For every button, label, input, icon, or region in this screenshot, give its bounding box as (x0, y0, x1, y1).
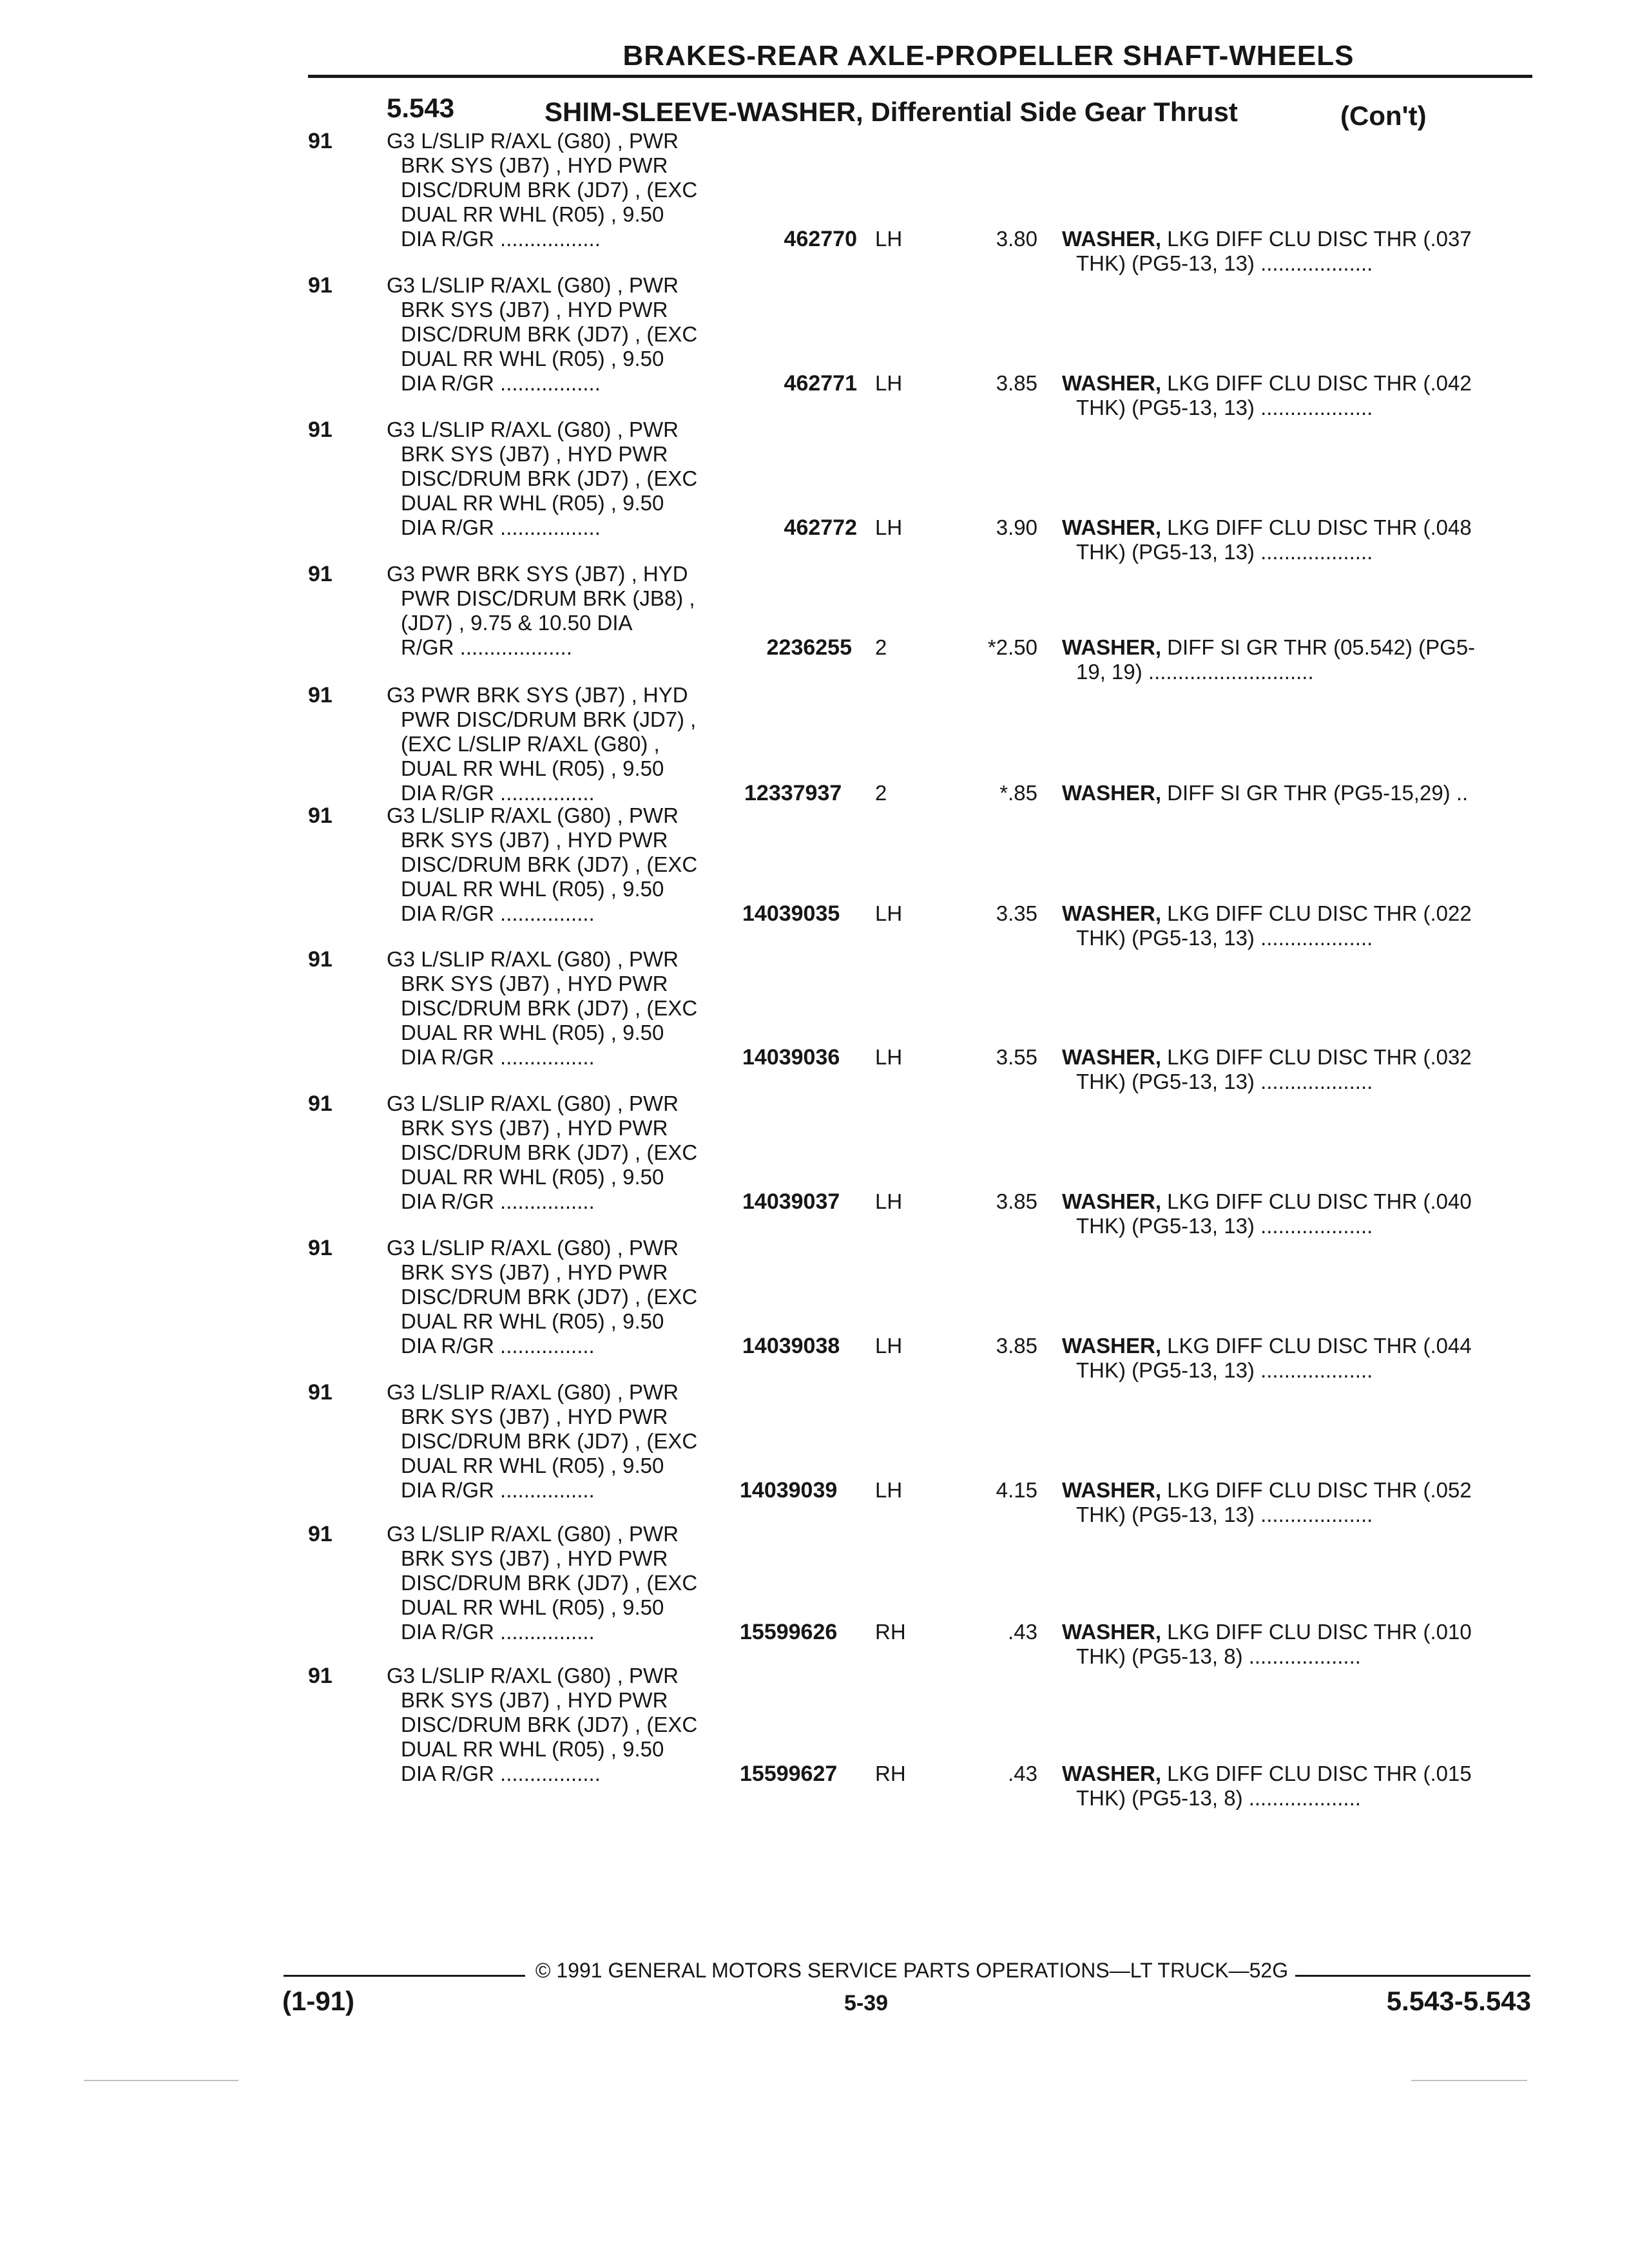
model-year: 91 (308, 562, 333, 586)
fitment-line: DUAL RR WHL (R05) , 9.50 (401, 1165, 664, 1189)
fitment-line: DIA R/GR ................ (401, 1189, 595, 1213)
section-title: SHIM-SLEEVE-WASHER, Differential Side Gear Thrust (545, 97, 1238, 127)
model-year: 91 (308, 273, 333, 298)
fitment-line: G3 L/SLIP R/AXL (G80) , PWR (387, 1091, 679, 1115)
fitment-line: PWR DISC/DRUM BRK (JB8) , (401, 586, 695, 610)
part-desc-line-1: LKG DIFF CLU DISC THR (.044 (1161, 1334, 1472, 1358)
fitment-line: DISC/DRUM BRK (JD7) , (EXC (401, 178, 698, 202)
part-desc-line-1: LKG DIFF CLU DISC THR (.052 (1161, 1478, 1472, 1502)
part-description (1062, 1478, 1526, 1527)
model-year: 91 (308, 1380, 333, 1405)
part-name: WASHER, (1062, 227, 1162, 251)
fitment-line: DIA R/GR ................ (401, 1334, 595, 1358)
price: .43 (1008, 1620, 1037, 1644)
model-year: 91 (308, 1522, 333, 1546)
fitment-line: DISC/DRUM BRK (JD7) , (EXC (401, 1285, 698, 1309)
fitment-line: G3 PWR BRK SYS (JB7) , HYD (387, 562, 688, 586)
fitment-line: BRK SYS (JB7) , HYD PWR (401, 298, 668, 322)
part-desc-line-2: THK) (PG5-13, 13) ................... (1076, 1503, 1373, 1526)
part-number: 14039035 (742, 901, 840, 926)
part-name: WASHER, (1062, 901, 1162, 925)
price: *2.50 (987, 635, 1037, 659)
fitment-line: DIA R/GR ................. (401, 227, 601, 251)
fitment-line: DUAL RR WHL (R05) , 9.50 (401, 877, 664, 901)
header-rule (308, 75, 1532, 78)
part-desc-line-2: THK) (PG5-13, 13) ................... (1076, 1070, 1373, 1093)
fitment-line: DUAL RR WHL (R05) , 9.50 (401, 1021, 664, 1044)
part-desc-line-1: LKG DIFF CLU DISC THR (.010 (1161, 1620, 1472, 1644)
fitment-line: G3 PWR BRK SYS (JB7) , HYD (387, 683, 688, 707)
model-year: 91 (308, 418, 333, 442)
fitment-line: DIA R/GR ................ (401, 1045, 595, 1069)
part-number: 462772 (784, 515, 857, 540)
fitment-line: BRK SYS (JB7) , HYD PWR (401, 153, 668, 177)
fitment-line: DUAL RR WHL (R05) , 9.50 (401, 202, 664, 226)
fitment-line: DISC/DRUM BRK (JD7) , (EXC (401, 1713, 698, 1736)
side-quantity: LH (875, 1189, 903, 1213)
footer-copyright: © 1991 GENERAL MOTORS SERVICE PARTS OPERATIONS—LT TRUCK—52G (535, 1959, 1289, 1982)
part-number: 14039039 (740, 1478, 838, 1503)
part-desc-line-2: THK) (PG5-13, 8) ................... (1076, 1644, 1361, 1668)
table-row (0, 562, 1629, 704)
fitment-line: G3 L/SLIP R/AXL (G80) , PWR (387, 418, 679, 441)
part-desc-line-1: LKG DIFF CLU DISC THR (.015 (1161, 1762, 1472, 1785)
fitment-description (387, 1380, 747, 1503)
model-year: 91 (308, 1091, 333, 1116)
part-description (1062, 1762, 1526, 1811)
model-year: 91 (308, 129, 333, 153)
price: 3.85 (996, 1334, 1037, 1358)
fitment-line: DIA R/GR ................ (401, 781, 595, 805)
part-description (1062, 515, 1526, 564)
fitment-line: G3 L/SLIP R/AXL (G80) , PWR (387, 803, 679, 827)
part-number: 15599626 (740, 1620, 838, 1644)
part-desc-line-2: THK) (PG5-13, 13) ................... (1076, 926, 1373, 950)
model-year: 91 (308, 683, 333, 707)
table-row (0, 1664, 1629, 1810)
fitment-line: DUAL RR WHL (R05) , 9.50 (401, 1454, 664, 1477)
part-name: WASHER, (1062, 1334, 1162, 1358)
part-name: WASHER, (1062, 1620, 1162, 1644)
fitment-description (387, 418, 747, 540)
fitment-line: BRK SYS (JB7) , HYD PWR (401, 1405, 668, 1428)
price: 3.85 (996, 1189, 1037, 1213)
part-desc-line-1: LKG DIFF CLU DISC THR (.037 (1161, 227, 1472, 251)
part-name: WASHER, (1062, 1045, 1162, 1069)
fitment-line: DISC/DRUM BRK (JD7) , (EXC (401, 322, 698, 346)
fitment-line: DIA R/GR ................ (401, 901, 595, 925)
fitment-line: DIA R/GR ................. (401, 371, 601, 395)
model-year: 91 (308, 1236, 333, 1260)
part-number: 14039038 (742, 1334, 840, 1358)
part-description (1062, 1620, 1526, 1669)
price: 3.55 (996, 1045, 1037, 1069)
side-quantity: RH (875, 1620, 906, 1644)
part-number: 462771 (784, 371, 857, 396)
table-row (0, 273, 1629, 419)
fitment-line: DIA R/GR ................ (401, 1620, 595, 1644)
footer-section-range: 5.543-5.543 (1386, 1986, 1531, 2016)
fitment-description (387, 1664, 747, 1786)
part-description (1062, 1334, 1526, 1383)
side-quantity: 2 (875, 781, 887, 805)
fitment-description (387, 1236, 747, 1358)
fitment-line: BRK SYS (JB7) , HYD PWR (401, 1116, 668, 1140)
side-quantity: LH (875, 371, 903, 395)
footer-page-number: 5-39 (843, 1991, 889, 2015)
fitment-line: DISC/DRUM BRK (JD7) , (EXC (401, 1140, 698, 1164)
model-year: 91 (308, 803, 333, 828)
part-description (1062, 901, 1526, 950)
part-name: WASHER, (1062, 1478, 1162, 1502)
price: 4.15 (996, 1478, 1037, 1502)
fitment-description (387, 562, 747, 660)
side-quantity: RH (875, 1762, 906, 1785)
fitment-line: PWR DISC/DRUM BRK (JD7) , (401, 707, 697, 731)
fitment-line: G3 L/SLIP R/AXL (G80) , PWR (387, 947, 679, 971)
part-name: WASHER, (1062, 781, 1162, 805)
price: 3.80 (996, 227, 1037, 251)
part-description (1062, 371, 1526, 420)
fitment-line: DISC/DRUM BRK (JD7) , (EXC (401, 852, 698, 876)
fitment-description (387, 1091, 747, 1214)
side-quantity: LH (875, 901, 903, 925)
part-description (1062, 227, 1526, 276)
scan-speck (1411, 2080, 1527, 2081)
fitment-line: BRK SYS (JB7) , HYD PWR (401, 1546, 668, 1570)
fitment-line: DUAL RR WHL (R05) , 9.50 (401, 1595, 664, 1619)
part-description (1062, 1189, 1526, 1238)
part-number: 12337937 (744, 781, 842, 805)
part-desc-line-2: THK) (PG5-13, 13) ................... (1076, 251, 1373, 275)
side-quantity: LH (875, 515, 903, 539)
fitment-line: G3 L/SLIP R/AXL (G80) , PWR (387, 1380, 679, 1404)
header-title: BRAKES-REAR AXLE-PROPELLER SHAFT-WHEELS (622, 40, 1354, 72)
table-row (0, 129, 1629, 275)
price: 3.85 (996, 371, 1037, 395)
fitment-line: BRK SYS (JB7) , HYD PWR (401, 972, 668, 995)
fitment-line: DUAL RR WHL (R05) , 9.50 (401, 1737, 664, 1761)
fitment-line: DISC/DRUM BRK (JD7) , (EXC (401, 466, 698, 490)
part-desc-line-1: DIFF SI GR THR (05.542) (PG5- (1161, 635, 1476, 659)
price: 3.35 (996, 901, 1037, 925)
part-name: WASHER, (1062, 635, 1162, 659)
footer-date-code: (1-91) (282, 1986, 355, 2016)
fitment-line: DISC/DRUM BRK (JD7) , (EXC (401, 996, 698, 1020)
price: .43 (1008, 1762, 1037, 1785)
part-desc-line-1: LKG DIFF CLU DISC THR (.022 (1161, 901, 1472, 925)
part-number: 15599627 (740, 1762, 838, 1786)
table-row (0, 1091, 1629, 1238)
fitment-description (387, 1522, 747, 1644)
part-name: WASHER, (1062, 1189, 1162, 1213)
price: 3.90 (996, 515, 1037, 539)
part-desc-line-2: THK) (PG5-13, 13) ................... (1076, 1358, 1373, 1382)
scan-speck (84, 2080, 238, 2081)
footer-rule-right (1295, 1975, 1530, 1977)
part-name: WASHER, (1062, 515, 1162, 539)
fitment-line: G3 L/SLIP R/AXL (G80) , PWR (387, 129, 679, 153)
fitment-line: DUAL RR WHL (R05) , 9.50 (401, 491, 664, 515)
fitment-line: BRK SYS (JB7) , HYD PWR (401, 1688, 668, 1712)
fitment-line: DUAL RR WHL (R05) , 9.50 (401, 347, 664, 370)
fitment-line: G3 L/SLIP R/AXL (G80) , PWR (387, 1236, 679, 1260)
fitment-line: (JD7) , 9.75 & 10.50 DIA (401, 611, 633, 635)
table-row (0, 1236, 1629, 1382)
footer-rule-left (284, 1975, 525, 1977)
fitment-description (387, 947, 747, 1070)
model-year: 91 (308, 1664, 333, 1688)
part-number: 2236255 (766, 635, 852, 660)
table-row (0, 803, 1629, 950)
table-row (0, 418, 1629, 564)
part-description (1062, 1045, 1526, 1094)
fitment-line: DUAL RR WHL (R05) , 9.50 (401, 756, 664, 780)
fitment-line: BRK SYS (JB7) , HYD PWR (401, 1260, 668, 1284)
fitment-line: DIA R/GR ................. (401, 515, 601, 539)
section-continued: (Con't) (1340, 101, 1427, 131)
part-desc-line-2: 19, 19) ............................ (1076, 660, 1314, 684)
fitment-description (387, 129, 747, 251)
part-name: WASHER, (1062, 1762, 1162, 1785)
part-desc-line-1: LKG DIFF CLU DISC THR (.042 (1161, 371, 1472, 395)
part-desc-line-1: DIFF SI GR THR (PG5-15,29) .. (1161, 781, 1469, 805)
side-quantity: LH (875, 227, 903, 251)
side-quantity: LH (875, 1045, 903, 1069)
side-quantity: LH (875, 1334, 903, 1358)
part-desc-line-2: THK) (PG5-13, 8) ................... (1076, 1786, 1361, 1810)
fitment-line: G3 L/SLIP R/AXL (G80) , PWR (387, 273, 679, 297)
fitment-description (387, 803, 747, 926)
fitment-line: DISC/DRUM BRK (JD7) , (EXC (401, 1571, 698, 1595)
fitment-line: DUAL RR WHL (R05) , 9.50 (401, 1309, 664, 1333)
table-row (0, 1522, 1629, 1668)
part-name: WASHER, (1062, 371, 1162, 395)
part-desc-line-2: THK) (PG5-13, 13) ................... (1076, 396, 1373, 419)
part-description (1062, 781, 1526, 805)
part-desc-line-1: LKG DIFF CLU DISC THR (.048 (1161, 515, 1472, 539)
part-description (1062, 635, 1526, 684)
part-desc-line-2: THK) (PG5-13, 13) ................... (1076, 1214, 1373, 1238)
table-row (0, 947, 1629, 1093)
side-quantity: LH (875, 1478, 903, 1502)
fitment-line: BRK SYS (JB7) , HYD PWR (401, 828, 668, 852)
part-desc-line-1: LKG DIFF CLU DISC THR (.032 (1161, 1045, 1472, 1069)
part-number: 14039036 (742, 1045, 840, 1070)
fitment-line: DIA R/GR ................. (401, 1762, 601, 1785)
table-row (0, 1380, 1629, 1526)
side-quantity: 2 (875, 635, 887, 659)
fitment-description (387, 273, 747, 396)
fitment-description (387, 683, 747, 805)
part-desc-line-1: LKG DIFF CLU DISC THR (.040 (1161, 1189, 1472, 1213)
fitment-line: R/GR ................... (401, 635, 572, 659)
part-desc-line-2: THK) (PG5-13, 13) ................... (1076, 540, 1373, 564)
section-number: 5.543 (387, 93, 455, 123)
fitment-line: DISC/DRUM BRK (JD7) , (EXC (401, 1429, 698, 1453)
fitment-line: G3 L/SLIP R/AXL (G80) , PWR (387, 1664, 679, 1687)
fitment-line: (EXC L/SLIP R/AXL (G80) , (401, 732, 660, 756)
fitment-line: BRK SYS (JB7) , HYD PWR (401, 442, 668, 466)
part-number: 14039037 (742, 1189, 840, 1214)
model-year: 91 (308, 947, 333, 972)
part-number: 462770 (784, 227, 857, 251)
price: *.85 (999, 781, 1037, 805)
fitment-line: G3 L/SLIP R/AXL (G80) , PWR (387, 1522, 679, 1546)
fitment-line: DIA R/GR ................ (401, 1478, 595, 1502)
